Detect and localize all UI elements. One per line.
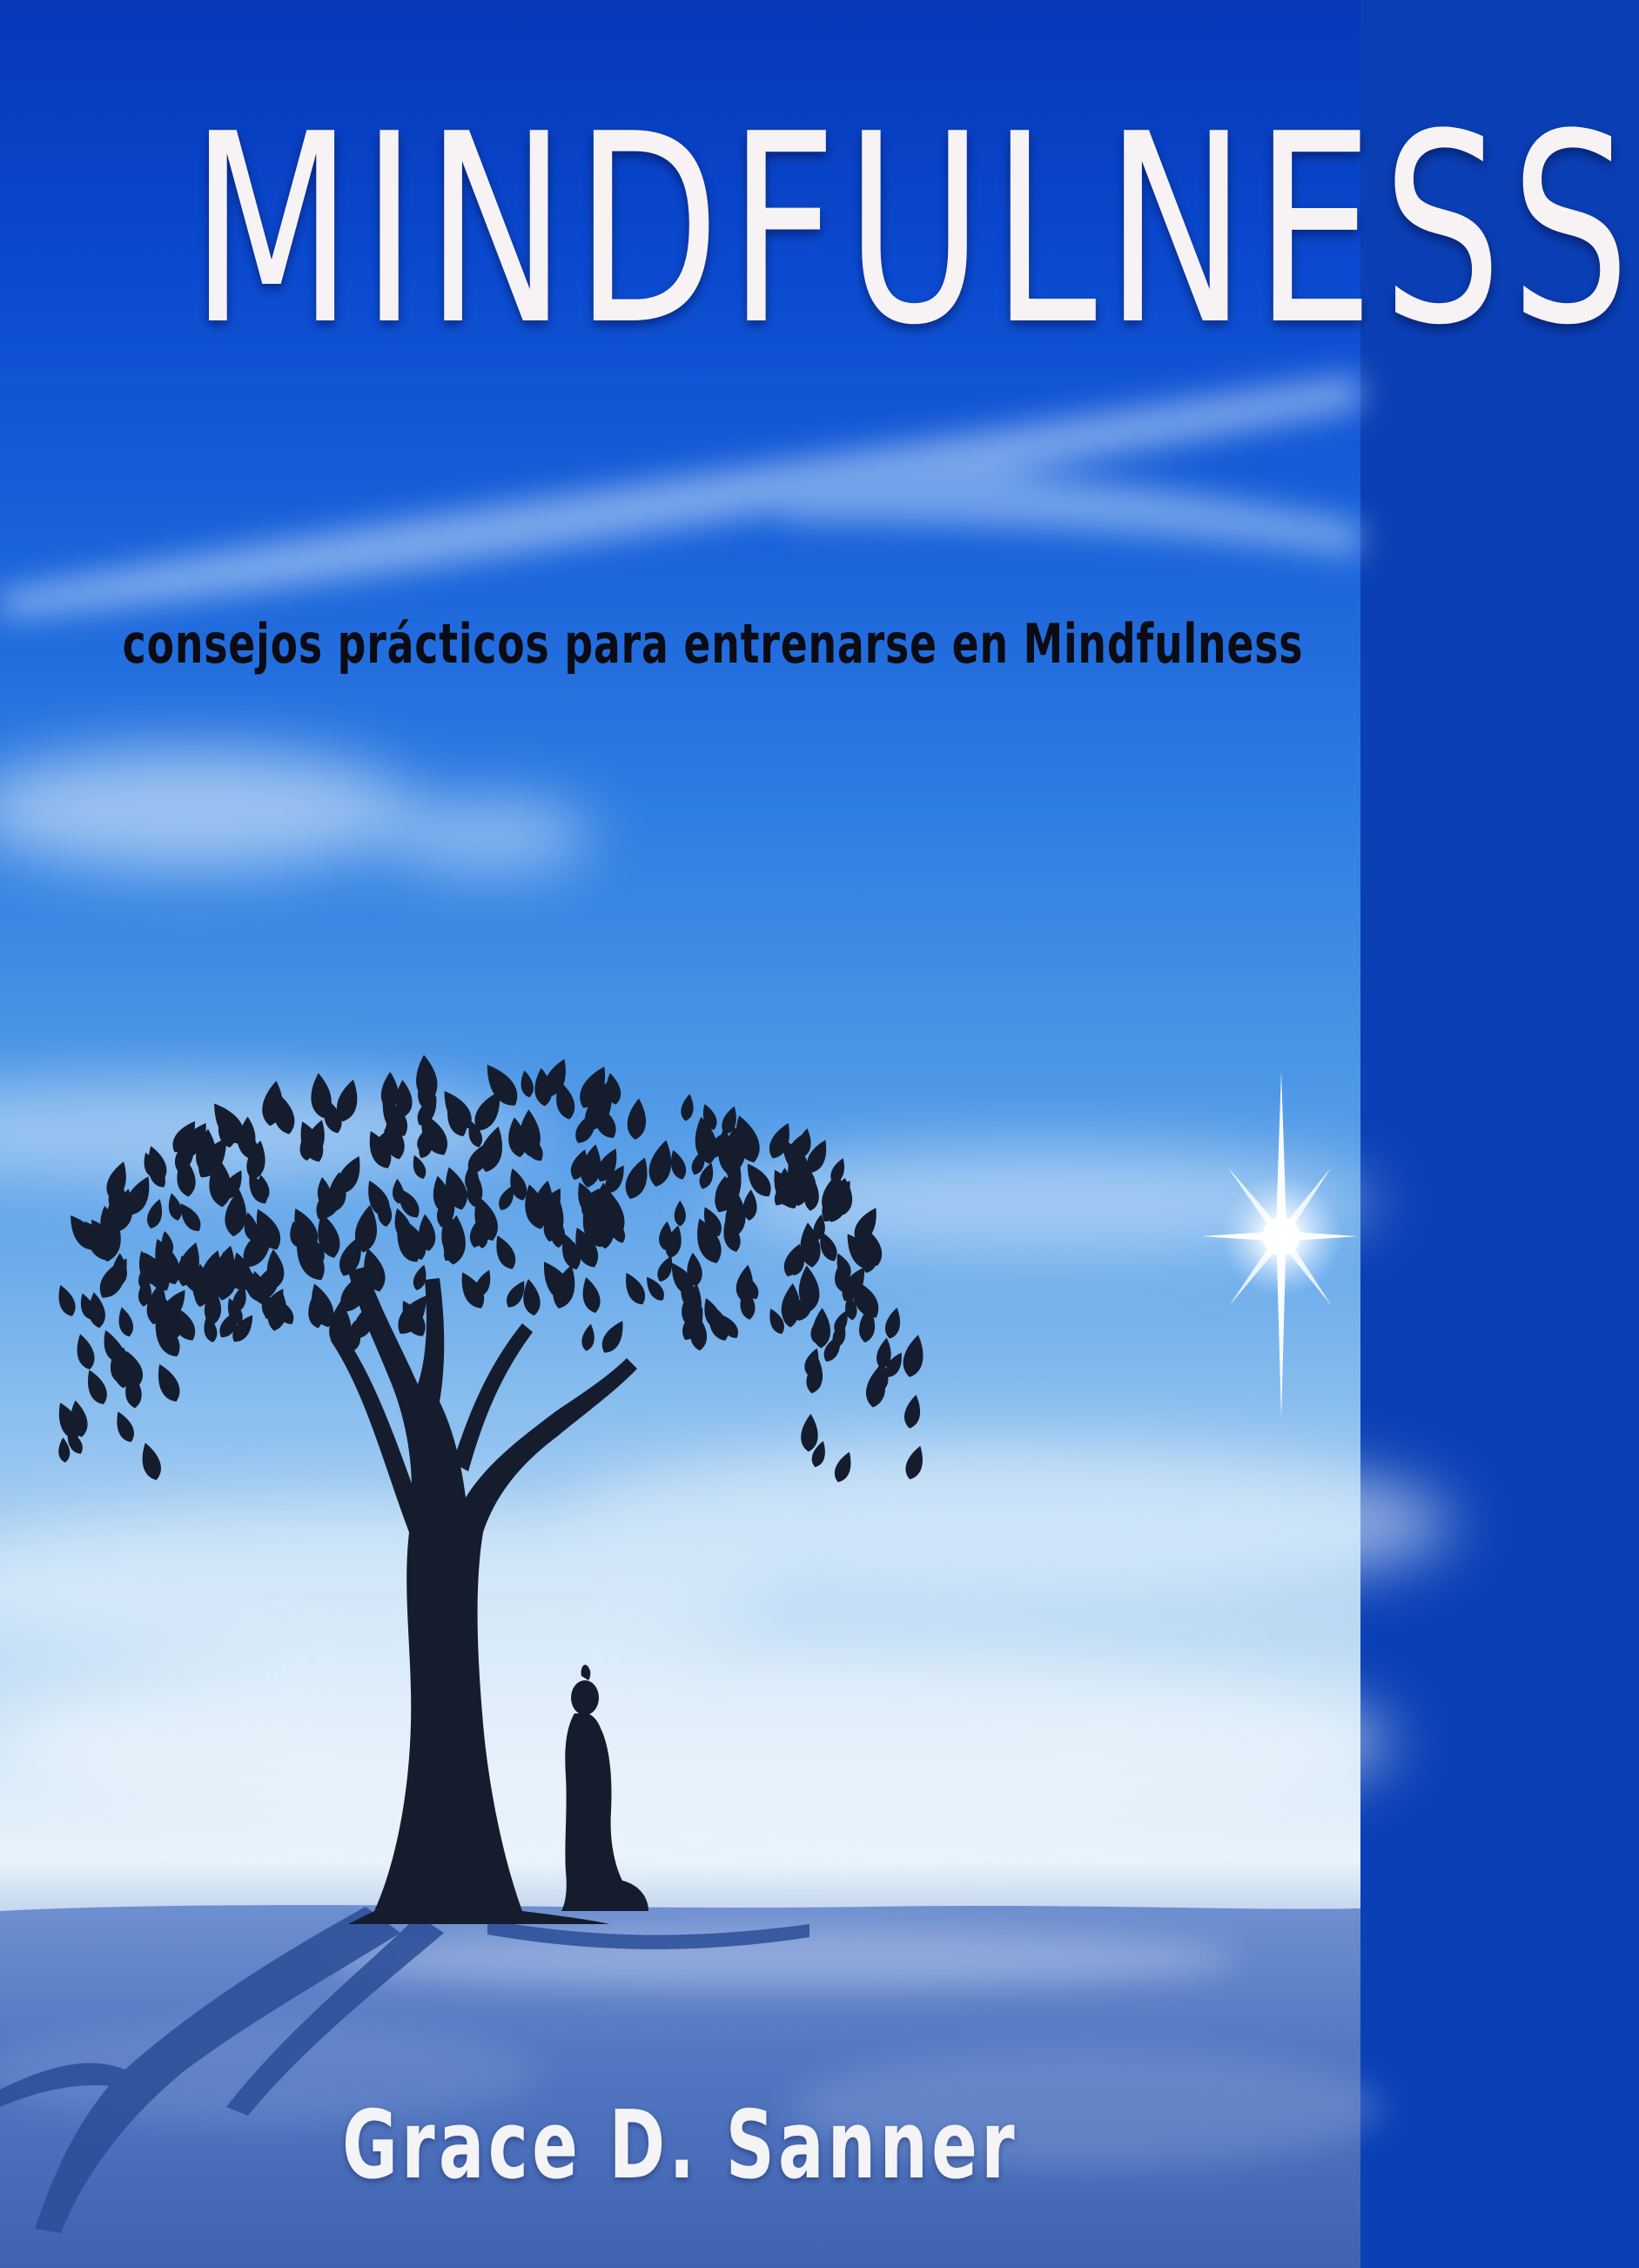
leaf bbox=[94, 1253, 136, 1302]
leaf bbox=[675, 1201, 686, 1227]
leaf bbox=[800, 1413, 819, 1452]
book-author: Grace D. Sanner bbox=[342, 2091, 1018, 2200]
leaf bbox=[680, 1093, 696, 1121]
leaf bbox=[53, 1282, 78, 1319]
leaf bbox=[597, 1317, 629, 1357]
leaf bbox=[115, 1305, 136, 1338]
book-title: MINDFULNESS bbox=[190, 78, 1639, 382]
leaf bbox=[144, 1197, 166, 1231]
leaf bbox=[626, 1098, 648, 1141]
sparkle-star bbox=[1201, 1071, 1358, 1419]
leaf bbox=[72, 1332, 97, 1372]
leaf bbox=[151, 1361, 185, 1406]
leaf bbox=[111, 1409, 138, 1445]
leaf bbox=[519, 1069, 535, 1098]
leaf bbox=[137, 1440, 165, 1482]
leaf bbox=[490, 1232, 520, 1272]
book-subtitle: consejos prácticos para entrenarse en Mindfulness bbox=[122, 612, 1304, 676]
leaf bbox=[900, 1333, 928, 1379]
leaf bbox=[883, 1306, 903, 1340]
leaf bbox=[621, 1154, 654, 1202]
leaf bbox=[578, 1275, 603, 1316]
clouds bbox=[0, 374, 1360, 618]
leaf bbox=[620, 1269, 650, 1309]
leaf bbox=[581, 1322, 597, 1351]
leaf bbox=[82, 1367, 111, 1408]
leaf bbox=[902, 1393, 924, 1430]
